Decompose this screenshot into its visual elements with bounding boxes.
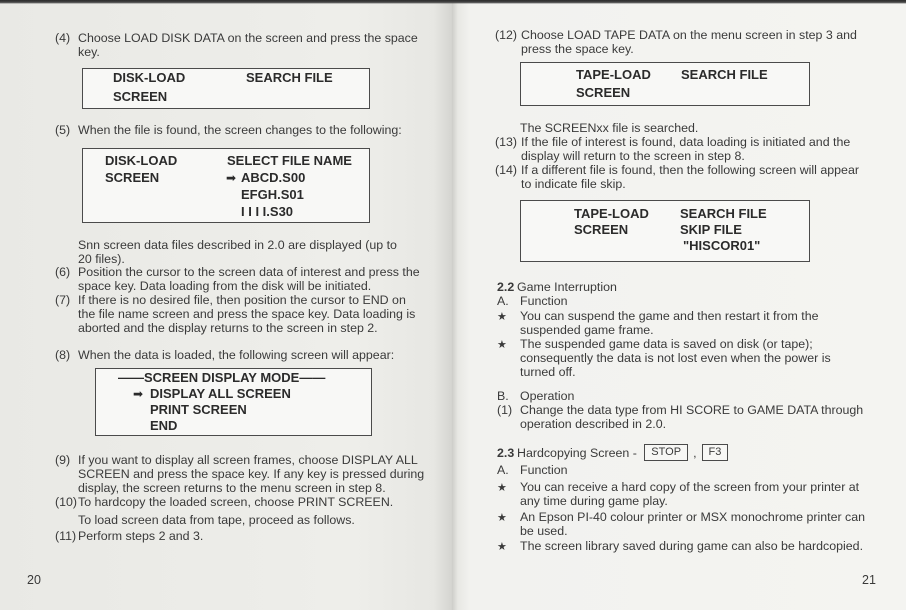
step-text xyxy=(78,348,394,362)
screen-right-column xyxy=(681,66,768,84)
menu-item: END xyxy=(150,418,178,433)
menu-item: DISPLAY ALL SCREEN xyxy=(150,386,291,401)
step-number: (1) xyxy=(497,403,513,417)
stop-key-label: STOP xyxy=(644,444,688,461)
subheading-letter: A. xyxy=(497,294,509,308)
screen-label: DISK-LOAD xyxy=(105,153,178,168)
step-number: (10) xyxy=(55,495,78,509)
screen-label: DISK-LOAD xyxy=(113,70,186,85)
page-number: 21 xyxy=(862,573,876,587)
text-line: When the file is found, the screen changes to the following: xyxy=(78,123,402,137)
text-line: Choose LOAD TAPE DATA on the menu screen in step 3 and xyxy=(521,28,857,42)
step-number: (5) xyxy=(55,123,71,137)
text-line: Position the cursor to the screen data of interest and press the xyxy=(78,265,420,279)
subheading-title: Function xyxy=(520,463,568,477)
step-text xyxy=(78,495,393,509)
step-number: (4) xyxy=(55,31,71,45)
text-line: To load screen data from tape, proceed as follows. xyxy=(78,513,355,527)
screen-tape-load-search xyxy=(520,62,810,106)
text-line: When the data is loaded, the following screen will appear: xyxy=(78,348,395,362)
screen-label: TAPE-LOAD xyxy=(576,67,651,82)
left-page xyxy=(0,0,452,610)
file-item: EFGH.S01 xyxy=(241,187,304,202)
text-line: 20 files). xyxy=(78,252,125,266)
text-line: Change the data type from HI SCORE to GAME DATA through xyxy=(520,403,864,417)
text-line: You can suspend the game and then restart it from the xyxy=(520,309,819,323)
skipped-file-name: "HISCOR01" xyxy=(683,238,761,253)
section-title: Game Interruption xyxy=(517,280,617,294)
step-number: (6) xyxy=(55,265,71,279)
file-item: ABCD.S00 xyxy=(241,170,306,185)
text-line: aborted and the display returns to the screen in step 2. xyxy=(78,321,378,335)
screen-header: SELECT FILE NAME xyxy=(227,153,352,168)
section-title-group xyxy=(517,446,728,461)
screen-left-column xyxy=(576,66,651,102)
right-arrow-cursor-icon xyxy=(133,386,143,402)
text-line: press the space key. xyxy=(521,42,634,56)
section-number: 2.3 xyxy=(497,446,515,460)
text-line: The SCREENxx file is searched. xyxy=(520,121,699,135)
text-line: To hardcopy the loaded screen, choose PRINT SCREEN. xyxy=(78,495,394,509)
text-line: display will return to the screen in step 8. xyxy=(521,149,745,163)
step-text xyxy=(78,293,415,335)
text-line: suspended game frame. xyxy=(520,323,654,337)
step-number: (8) xyxy=(55,348,71,362)
text-line: If a different file is found, then the following screen will appear xyxy=(521,163,859,177)
text-line: Snn screen data files described in 2.0 are displayed (up to xyxy=(78,238,397,252)
file-item: I I I I.S30 xyxy=(241,204,294,219)
bullet-text xyxy=(520,309,818,337)
bullet-text xyxy=(520,539,863,553)
text-line: Perform steps 2 and 3. xyxy=(78,529,204,543)
text-line: If the file of interest is found, data loading is initiated and the xyxy=(521,135,851,149)
screen-status: SEARCH FILE xyxy=(246,70,333,85)
text-line: any time during game play. xyxy=(520,494,668,508)
screen-label: SCREEN xyxy=(113,89,168,104)
step-number: (14) xyxy=(495,163,518,177)
menu-item: PRINT SCREEN xyxy=(150,402,247,417)
subheading-title: Function xyxy=(520,294,568,308)
note-searched xyxy=(520,121,698,135)
step-text xyxy=(521,28,857,56)
note-snn xyxy=(78,238,397,266)
file-list xyxy=(241,169,305,220)
text-line: to indicate file skip. xyxy=(521,177,626,191)
subheading-letter: B. xyxy=(497,389,509,403)
screen-label: SCREEN xyxy=(105,170,160,185)
screen-label: SCREEN xyxy=(574,222,629,237)
screen-tape-load-skip xyxy=(520,200,810,262)
screen-display-mode xyxy=(95,368,372,436)
note-tape xyxy=(78,513,355,527)
text-line: SCREEN and press the space key. If any key is pressed during xyxy=(78,467,425,481)
text-line: consequently the data is not lost even when the power is xyxy=(520,351,831,365)
bullet-text xyxy=(520,480,859,508)
menu-items xyxy=(150,386,291,434)
step-number: (12) xyxy=(495,28,518,42)
step-number: (9) xyxy=(55,453,71,467)
text-line: The screen library saved during game can also be hardcopied. xyxy=(520,539,864,553)
screen-disk-load-select xyxy=(82,148,370,223)
step-text xyxy=(521,135,850,163)
screen-right-column xyxy=(680,206,767,254)
text-line: turned off. xyxy=(520,365,576,379)
text-line: space key. Data loading from the disk will be initiated. xyxy=(78,279,372,293)
key-separator: , xyxy=(693,446,697,460)
screen-right-column xyxy=(246,68,333,87)
screen-disk-load-search xyxy=(82,68,370,109)
step-text xyxy=(520,403,863,431)
screen-left-column xyxy=(113,68,185,106)
step-text xyxy=(521,163,859,191)
section-number: 2.2 xyxy=(497,280,515,294)
text-line: If you want to display all screen frames, choose DISPLAY ALL xyxy=(78,453,418,467)
star-bullet-icon xyxy=(497,539,507,554)
text-line: Choose LOAD DISK DATA on the screen and press the space xyxy=(78,31,418,45)
step-text xyxy=(78,123,402,137)
screen-status: SKIP FILE xyxy=(680,222,742,237)
step-text xyxy=(78,529,203,543)
star-bullet-icon xyxy=(497,337,507,352)
scan-top-edge xyxy=(0,0,906,4)
screen-label: SCREEN xyxy=(576,85,631,100)
star-bullet-icon xyxy=(497,309,507,324)
screen-left-column xyxy=(574,206,649,238)
text-line: key. xyxy=(78,45,100,59)
page-number: 20 xyxy=(27,573,41,587)
f3-key-label: F3 xyxy=(702,444,729,461)
section-title: Hardcopying Screen - xyxy=(517,446,637,460)
subheading-letter: A. xyxy=(497,463,509,477)
text-line: be used. xyxy=(520,524,568,538)
right-arrow-cursor-icon xyxy=(226,169,236,187)
step-number: (11) xyxy=(55,529,77,543)
screen-left-column xyxy=(105,152,177,186)
text-line: You can receive a hard copy of the screen from your printer at xyxy=(520,480,860,494)
step-number: (7) xyxy=(55,293,71,307)
bullet-text xyxy=(520,510,865,538)
text-line: operation described in 2.0. xyxy=(520,417,667,431)
bullet-text xyxy=(520,337,831,379)
text-line: If there is no desired file, then position the cursor to END on xyxy=(78,293,406,307)
screen-status: SEARCH FILE xyxy=(680,206,767,221)
step-text xyxy=(78,31,418,59)
step-text xyxy=(78,453,424,495)
step-text xyxy=(78,265,420,293)
star-bullet-icon xyxy=(497,510,507,525)
screen-title: ——SCREEN DISPLAY MODE—— xyxy=(118,370,326,385)
screen-label: TAPE-LOAD xyxy=(574,206,649,221)
subheading-title: Operation xyxy=(520,389,575,403)
text-line: The suspended game data is saved on disk (or tape); xyxy=(520,337,813,351)
text-line: display, the screen returns to the menu screen in step 8. xyxy=(78,481,386,495)
screen-status: SEARCH FILE xyxy=(681,67,768,82)
star-bullet-icon xyxy=(497,480,507,495)
step-number: (13) xyxy=(495,135,518,149)
text-line: the file name screen and press the space key. Data loading is xyxy=(78,307,416,321)
text-line: An Epson PI-40 colour printer or MSX monochrome printer can xyxy=(520,510,866,524)
